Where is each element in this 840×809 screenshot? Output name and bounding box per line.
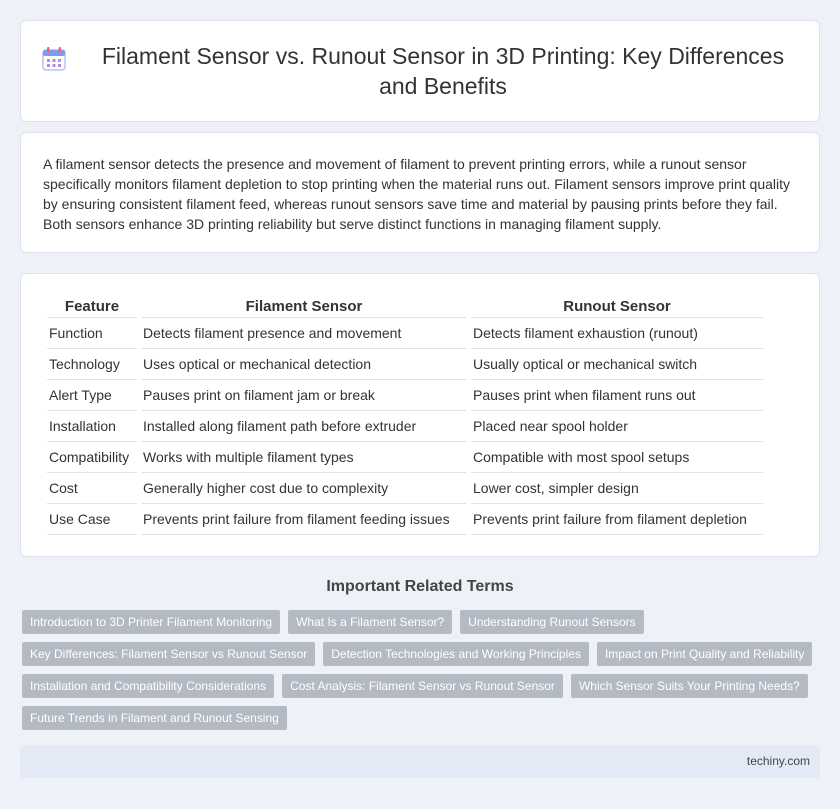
- row-feature: Technology: [47, 349, 137, 380]
- row-runout-value: Lower cost, simpler design: [471, 473, 763, 504]
- row-runout-value: Usually optical or mechanical switch: [471, 349, 763, 380]
- row-runout-value: Prevents print failure from filament depletion: [471, 504, 763, 535]
- related-term-tag[interactable]: Which Sensor Suits Your Printing Needs?: [571, 674, 808, 698]
- intro-card: [20, 132, 820, 253]
- footer-bar: [20, 745, 820, 778]
- row-filament-value: Installed along filament path before extruder: [141, 411, 467, 442]
- row-feature: Function: [47, 318, 137, 349]
- row-filament-value: Uses optical or mechanical detection: [141, 349, 467, 380]
- table-row: [47, 318, 763, 349]
- row-feature: Use Case: [47, 504, 137, 535]
- row-feature: Alert Type: [47, 380, 137, 411]
- related-term-tag[interactable]: Key Differences: Filament Sensor vs Runout Sensor: [22, 642, 315, 666]
- comparison-table: [43, 296, 767, 535]
- related-term-tag[interactable]: What Is a Filament Sensor?: [288, 610, 452, 634]
- table-row: [47, 380, 763, 411]
- row-feature: Compatibility: [47, 442, 137, 473]
- table-row: [47, 504, 763, 535]
- row-runout-value: Detects filament exhaustion (runout): [471, 318, 763, 349]
- table-row: [47, 442, 763, 473]
- title-card: [20, 20, 820, 122]
- intro-paragraph: A filament sensor detects the presence and movement of filament to prevent printing errors, while a runout sensor specifically monitors filament depletion to stop printing when the material runs out. Filament sensors improve print quality by ensuring consistent filament feed, whereas runout sensors save time and material by pausing prints before they fail. Both sensors enhance 3D printing reliability but serve distinct functions in managing filament supply.: [43, 156, 791, 232]
- row-feature: Cost: [47, 473, 137, 504]
- row-runout-value: Pauses print when filament runs out: [471, 380, 763, 411]
- related-terms-list: [22, 610, 822, 730]
- header-runout-sensor: Runout Sensor: [471, 296, 763, 318]
- related-term-tag[interactable]: Detection Technologies and Working Principles: [323, 642, 589, 666]
- row-filament-value: Prevents print failure from filament feeding issues: [141, 504, 467, 535]
- row-runout-value: Compatible with most spool setups: [471, 442, 763, 473]
- related-term-tag[interactable]: Understanding Runout Sensors: [460, 610, 643, 634]
- table-header-row: [47, 296, 763, 318]
- related-term-tag[interactable]: Installation and Compatibility Considerations: [22, 674, 274, 698]
- row-filament-value: Generally higher cost due to complexity: [141, 473, 467, 504]
- table-row: [47, 411, 763, 442]
- header-filament-sensor: Filament Sensor: [141, 296, 467, 318]
- row-filament-value: Detects filament presence and movement: [141, 318, 467, 349]
- table-row: [47, 473, 763, 504]
- comparison-card: [20, 273, 820, 557]
- calendar-icon: [41, 46, 67, 72]
- row-filament-value: Works with multiple filament types: [141, 442, 467, 473]
- related-term-tag[interactable]: Future Trends in Filament and Runout Sensing: [22, 706, 287, 730]
- title-row: [21, 21, 819, 121]
- row-filament-value: Pauses print on filament jam or break: [141, 380, 467, 411]
- footer-site-link[interactable]: techiny.com: [746, 754, 810, 768]
- related-term-tag[interactable]: Introduction to 3D Printer Filament Monitoring: [22, 610, 280, 634]
- related-terms-title: Important Related Terms: [326, 578, 514, 595]
- row-runout-value: Placed near spool holder: [471, 411, 763, 442]
- related-term-tag[interactable]: Cost Analysis: Filament Sensor vs Runout Sensor: [282, 674, 563, 698]
- page-title: Filament Sensor vs. Runout Sensor in 3D Printing: Key Differences and Benefits: [101, 43, 785, 99]
- header-feature: Feature: [47, 296, 137, 318]
- row-feature: Installation: [47, 411, 137, 442]
- related-term-tag[interactable]: Impact on Print Quality and Reliability: [597, 642, 812, 666]
- table-row: [47, 349, 763, 380]
